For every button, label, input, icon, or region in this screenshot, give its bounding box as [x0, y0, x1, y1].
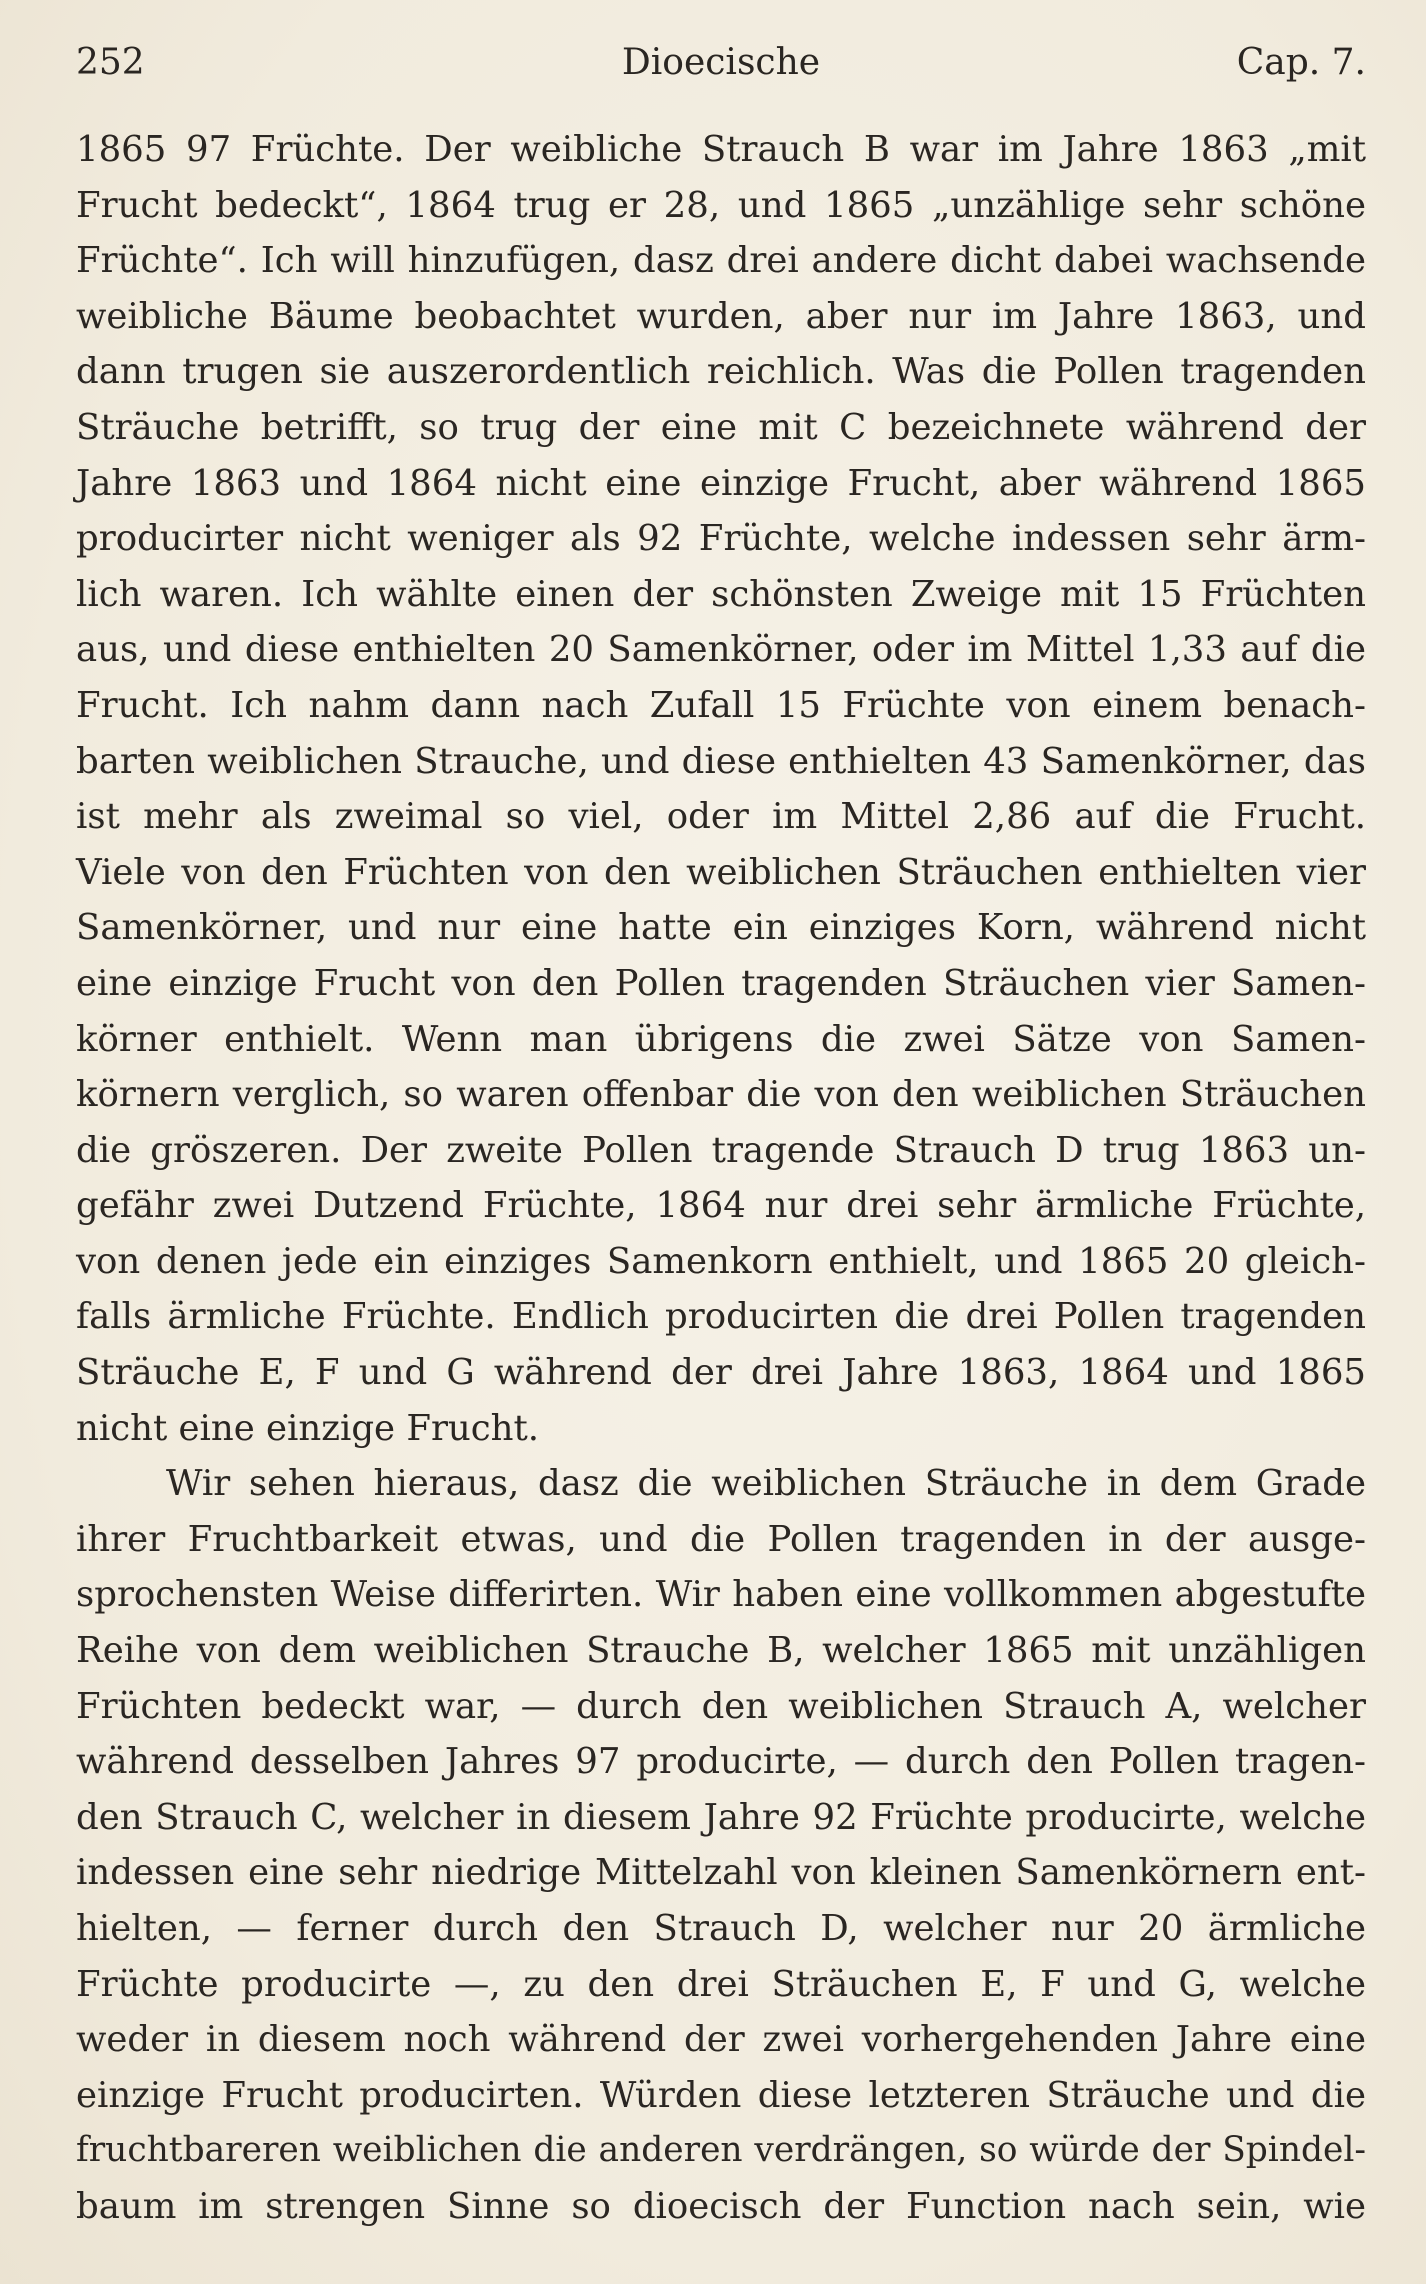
page-number: 252	[76, 42, 145, 83]
text-line: hielten, — ferner durch den Strauch D, welcher nur 20 ärmliche	[76, 1908, 1366, 1949]
text-line: Sträuche betrifft, so trug der eine mit C bezeichnete während der	[76, 406, 1366, 448]
text-line: körner enthielt. Wenn man übrigens die zwei Sätze von Samen-	[76, 1018, 1366, 1060]
text-line: Samenkörner, und nur eine hatte ein einziges Korn, während nicht	[76, 907, 1366, 949]
text-line: Früchten bedeckt war, — durch den weiblichen Strauch A, welcher	[76, 1685, 1366, 1727]
text-line: Sträuche E, F und G während der drei Jahre 1863, 1864 und 1865	[76, 1352, 1366, 1394]
text-line: barten weiblichen Strauche, und diese enthielten 43 Samenkörner, das	[76, 740, 1366, 782]
paragraph-end-line: nicht eine einzige Frucht.	[76, 1407, 540, 1449]
running-title: Dioecische	[621, 42, 821, 83]
chapter-label: Cap. 7.	[1236, 42, 1366, 83]
text-line: eine einzige Frucht von den Pollen tragenden Sträuchen vier Samen-	[76, 962, 1366, 1004]
text-line: ist mehr als zweimal so viel, oder im Mittel 2,86 auf die Frucht.	[76, 796, 1366, 838]
text-line: Reihe von dem weiblichen Strauche B, welcher 1865 mit unzähligen	[76, 1630, 1366, 1672]
text-line: producirter nicht weniger als 92 Früchte, welche indessen sehr ärm-	[76, 518, 1366, 560]
text-line: fruchtbareren weiblichen die anderen verdrängen, so würde der Spindel-	[76, 2130, 1366, 2171]
paragraph-start-line: Wir sehen hieraus, dasz die weiblichen Sträuche in dem Grade	[166, 1463, 1366, 1505]
text-line: Frucht. Ich nahm dann nach Zufall 15 Früchte von einem benach-	[76, 684, 1366, 726]
text-line: den Strauch C, welcher in diesem Jahre 92 Früchte producirte, welche	[76, 1796, 1366, 1838]
page-header	[76, 38, 1366, 88]
text-line: einzige Frucht producirten. Würden diese letzteren Sträuche und die	[76, 2074, 1366, 2116]
text-line: körnern verglich, so waren offenbar die von den weiblichen Sträuchen	[76, 1074, 1366, 1116]
text-line: aus, und diese enthielten 20 Samenkörner, oder im Mittel 1,33 auf die	[76, 629, 1366, 671]
text-line: Frucht bedeckt“, 1864 trug er 28, und 1865 „unzählige sehr schöne	[76, 184, 1366, 226]
text-line: Jahre 1863 und 1864 nicht eine einzige Frucht, aber während 1865	[76, 462, 1366, 504]
text-line: sprochensten Weise differirten. Wir haben eine vollkommen abgestufte	[76, 1574, 1366, 1616]
text-line: lich waren. Ich wählte einen der schönsten Zweige mit 15 Früchten	[76, 573, 1366, 615]
text-line: Früchte producirte —, zu den drei Sträuchen E, F und G, welche	[76, 1963, 1366, 2005]
text-line: Viele von den Früchten von den weiblichen Sträuchen enthielten vier	[76, 851, 1366, 893]
text-line: weibliche Bäume beobachtet wurden, aber nur im Jahre 1863, und	[76, 295, 1366, 337]
text-line: 1865 97 Früchte. Der weibliche Strauch B war im Jahre 1863 „mit	[76, 129, 1366, 170]
page-body-text	[76, 122, 1366, 2235]
text-line: ihrer Fruchtbarkeit etwas, und die Pollen tragenden in der ausge-	[76, 1518, 1366, 1560]
text-line: von denen jede ein einziges Samenkorn enthielt, und 1865 20 gleich-	[76, 1240, 1366, 1282]
text-line: die gröszeren. Der zweite Pollen tragende Strauch D trug 1863 un-	[76, 1129, 1366, 1171]
text-line: dann trugen sie auszerordentlich reichlich. Was die Pollen tragenden	[76, 351, 1366, 393]
text-line: während desselben Jahres 97 producirte, — durch den Pollen tragen-	[76, 1741, 1366, 1783]
text-line: falls ärmliche Früchte. Endlich producirten die drei Pollen tragenden	[76, 1296, 1366, 1338]
text-line: Früchte“. Ich will hinzufügen, dasz drei andere dicht dabei wachsende	[76, 240, 1366, 282]
text-line: weder in diesem noch während der zwei vorhergehenden Jahre eine	[76, 2019, 1366, 2061]
text-line: baum im strengen Sinne so dioecisch der Function nach sein, wie	[76, 2185, 1366, 2227]
text-line: indessen eine sehr niedrige Mittelzahl von kleinen Samenkörnern ent-	[76, 1852, 1366, 1894]
text-line: gefähr zwei Dutzend Früchte, 1864 nur drei sehr ärmliche Früchte,	[76, 1185, 1366, 1227]
